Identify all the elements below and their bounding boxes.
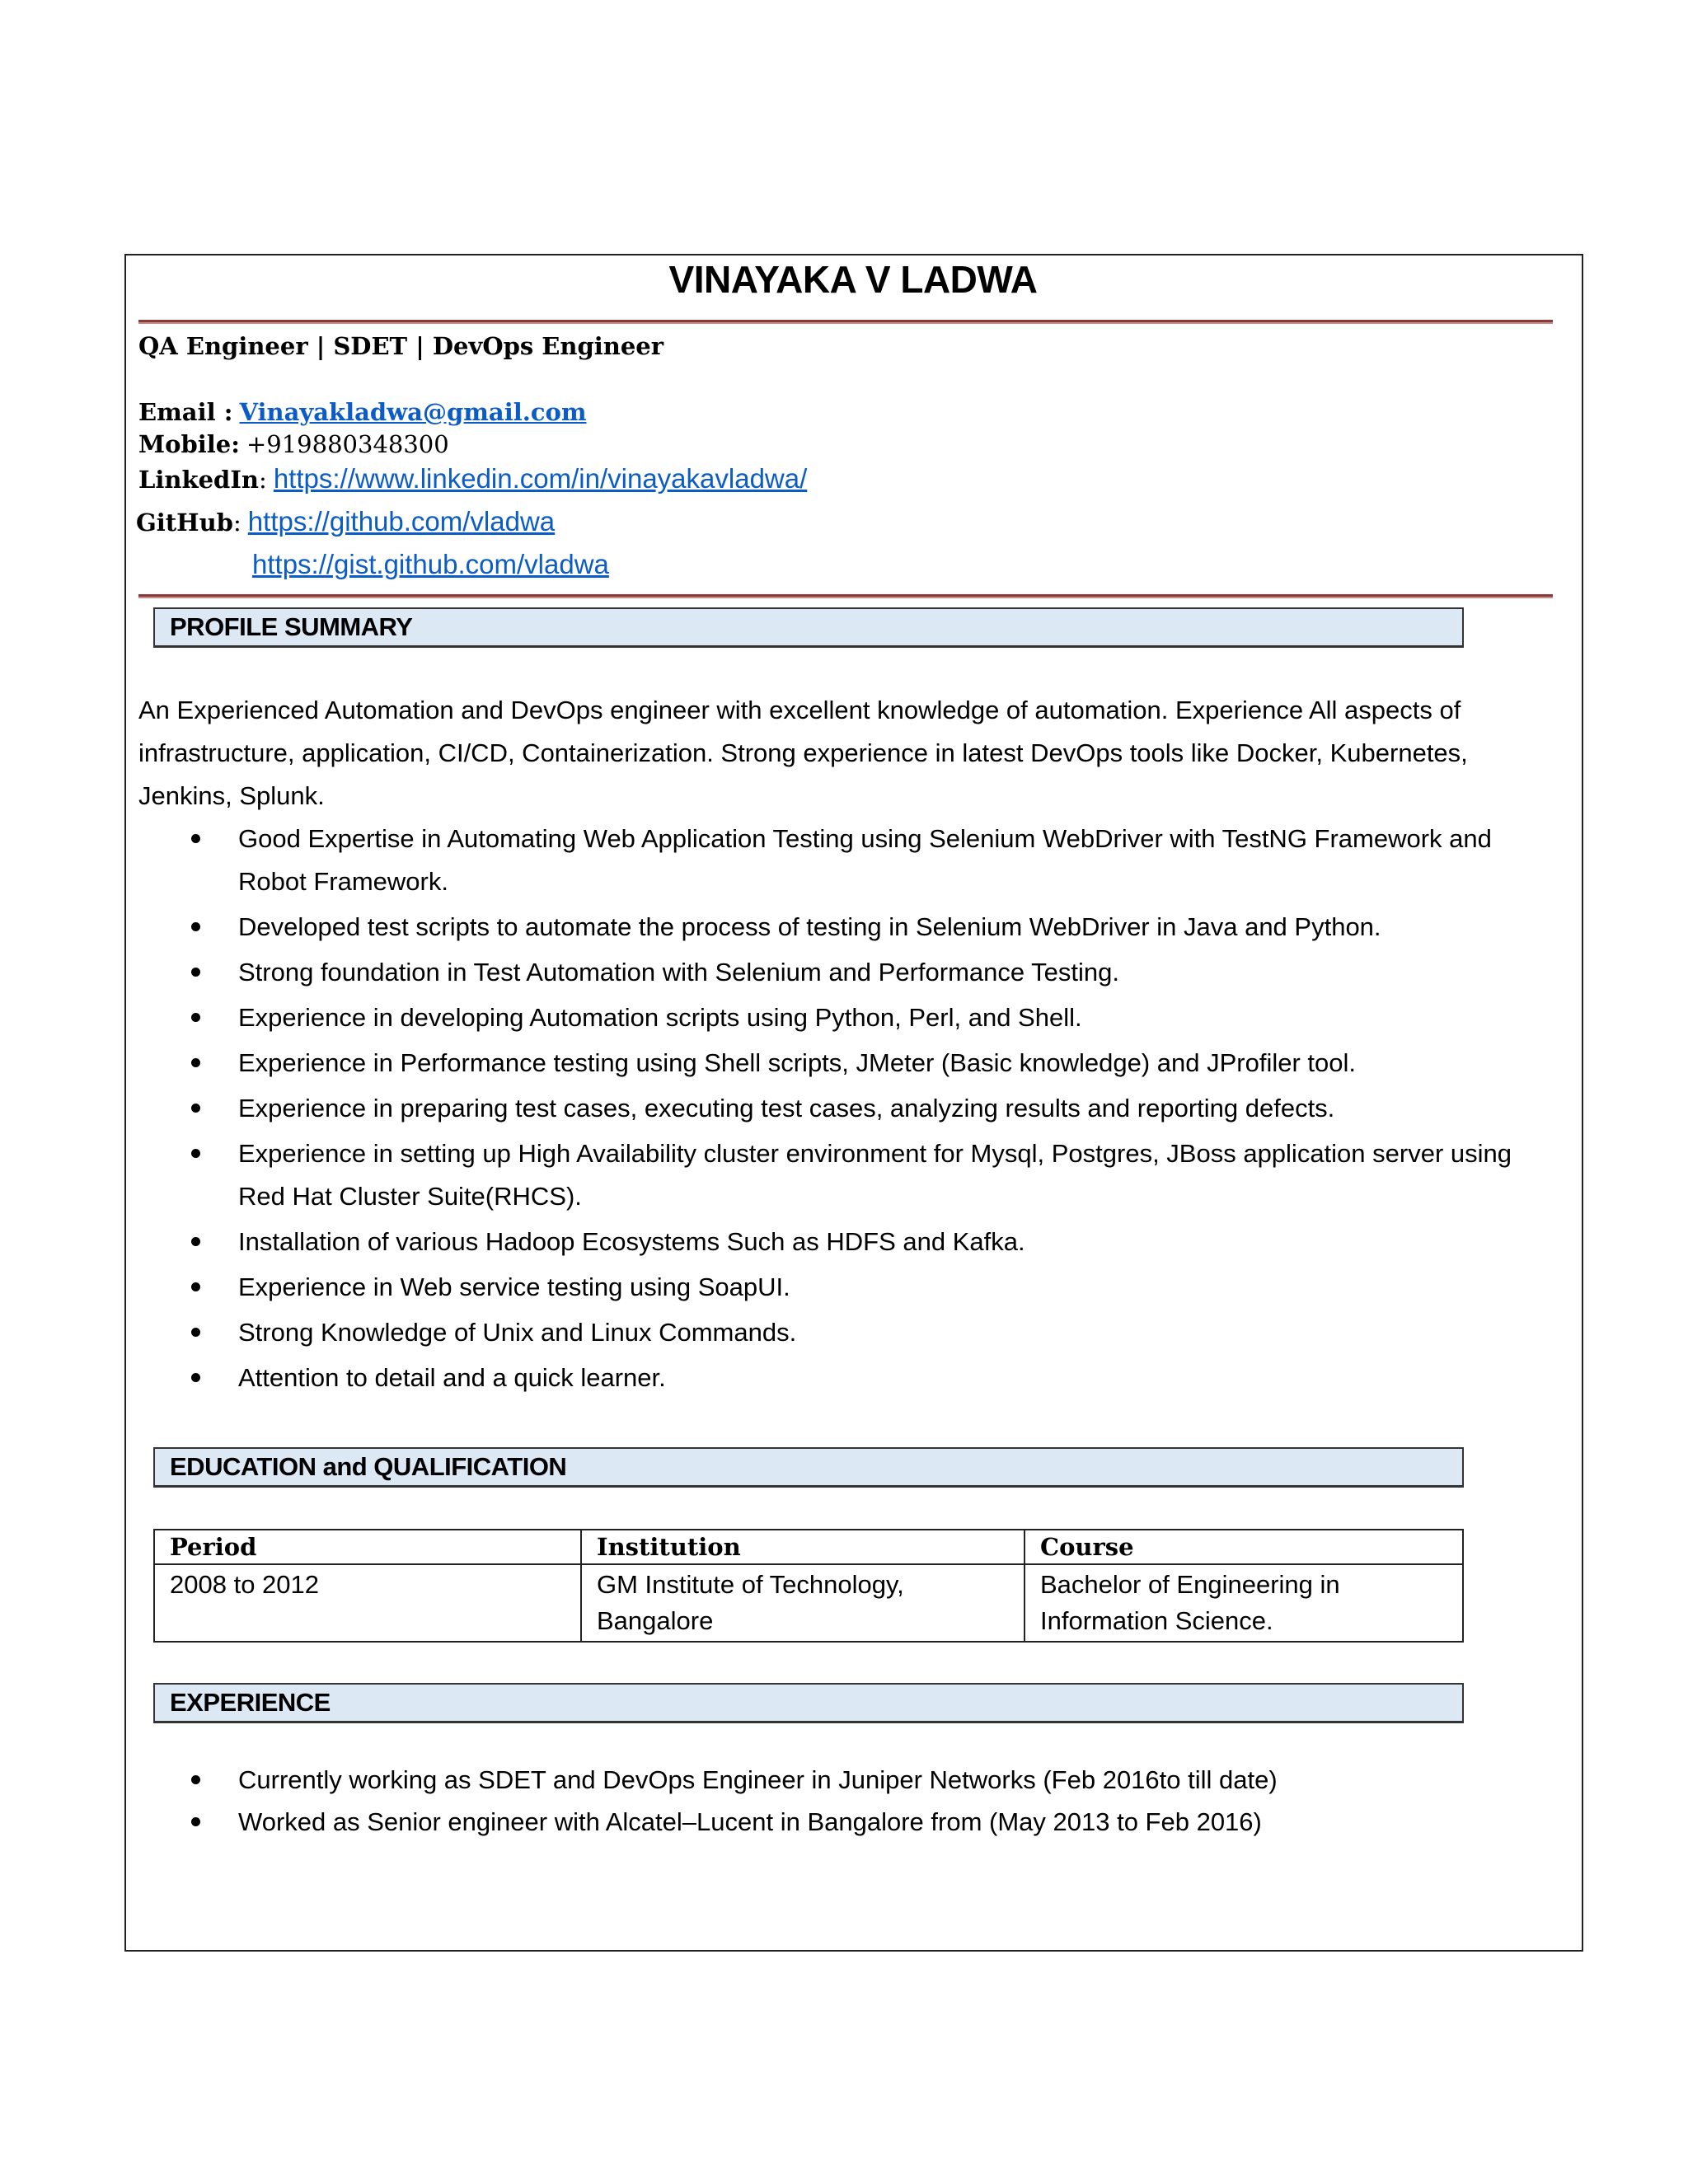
bullet-icon (191, 1058, 200, 1067)
profile-bullets (138, 818, 1556, 1402)
section-title: PROFILE SUMMARY (170, 612, 413, 641)
email-label: Email : (138, 398, 233, 426)
list-item: Experience in preparing test cases, executing test cases, analyzing results and reporting defects. (138, 1087, 1556, 1130)
column-header: Course (1025, 1530, 1463, 1564)
profile-summary-header (153, 607, 1464, 648)
education-header (153, 1447, 1464, 1488)
mobile-label: Mobile: (138, 430, 240, 458)
bullet-icon (191, 1817, 200, 1826)
gist-link[interactable]: https://gist.github.com/vladwa (252, 549, 609, 579)
section-title: EDUCATION and QUALIFICATION (170, 1452, 567, 1481)
list-item: Experience in setting up High Availability cluster environment for Mysql, Postgres, JBoss application server using Red Hat Cluster Suite(RHCS). (138, 1132, 1556, 1218)
gist-row (252, 549, 609, 580)
linkedin-row: LinkedIn: https://www.linkedin.com/in/vinayakavladwa/ (138, 463, 808, 494)
profile-summary-text: An Experienced Automation and DevOps engineer with excellent knowledge of automation. Experience All aspects of infrastructure, application, CI/CD, Containerization. Strong experience in latest DevOps tools like Docker, Kubernetes, Jenkins, Splunk. (138, 696, 1468, 810)
experience-header (153, 1683, 1464, 1723)
bullet-icon (191, 968, 200, 977)
list-item: Strong Knowledge of Unix and Linux Commands. (138, 1311, 1556, 1354)
bullet-icon (191, 1282, 200, 1291)
table-row (154, 1564, 1463, 1642)
mobile-row (138, 430, 449, 459)
list-item: Worked as Senior engineer with Alcatel–Lucent in Bangalore from (May 2013 to Feb 2016) (138, 1802, 1556, 1842)
github-label: GitHub (136, 509, 233, 537)
column-header: Institution (581, 1530, 1025, 1564)
list-item: Experience in Performance testing using Shell scripts, JMeter (Basic knowledge) and JProfiler tool. (138, 1042, 1556, 1085)
github-link[interactable]: https://github.com/vladwa (247, 506, 556, 537)
bullet-icon (191, 922, 200, 931)
institution-cell: GM Institute of Technology, Bangalore (581, 1564, 1025, 1642)
period-cell: 2008 to 2012 (154, 1564, 581, 1642)
bullet-icon (191, 1149, 200, 1158)
list-item: Experience in Web service testing using SoapUI. (138, 1266, 1556, 1309)
list-item: Currently working as SDET and DevOps Engineer in Juniper Networks (Feb 2016to till date) (138, 1760, 1556, 1800)
header-divider (138, 320, 1553, 324)
linkedin-link[interactable]: https://www.linkedin.com/in/vinayakavladwa/ (273, 463, 808, 494)
bullet-icon (191, 834, 200, 843)
list-item: Installation of various Hadoop Ecosystems Such as HDFS and Kafka. (138, 1221, 1556, 1263)
table-header-row (154, 1530, 1463, 1564)
column-header: Period (154, 1530, 581, 1564)
email-link[interactable]: Vinayakladwa@gmail.com (239, 398, 587, 426)
section-title: EXPERIENCE (170, 1688, 331, 1717)
linkedin-label: LinkedIn (138, 466, 259, 494)
list-item: Developed test scripts to automate the process of testing in Selenium WebDriver in Java and Python. (138, 906, 1556, 949)
github-row: GitHub: https://github.com/vladwa (136, 506, 556, 537)
bullet-icon (191, 1013, 200, 1022)
course-cell: Bachelor of Engineering in Information Science. (1025, 1564, 1463, 1642)
email-row (138, 398, 587, 427)
experience-bullets (138, 1760, 1556, 1844)
contact-divider (138, 594, 1553, 598)
candidate-name: VINAYAKA V LADWA (668, 258, 1038, 301)
bullet-icon (191, 1104, 200, 1113)
bullet-icon (191, 1237, 200, 1246)
list-item: Good Expertise in Automating Web Application Testing using Selenium WebDriver with TestNG Framework and Robot Framework. (138, 818, 1556, 903)
list-item: Strong foundation in Test Automation with Selenium and Performance Testing. (138, 951, 1556, 994)
list-item: Attention to detail and a quick learner. (138, 1357, 1556, 1399)
bullet-icon (191, 1775, 200, 1784)
education-table (153, 1529, 1464, 1643)
bullet-icon (191, 1328, 200, 1337)
bullet-icon (191, 1373, 200, 1382)
list-item: Experience in developing Automation scripts using Python, Perl, and Shell. (138, 996, 1556, 1039)
job-titles: QA Engineer | SDET | DevOps Engineer (138, 332, 664, 360)
mobile-number: +919880348300 (246, 430, 449, 458)
